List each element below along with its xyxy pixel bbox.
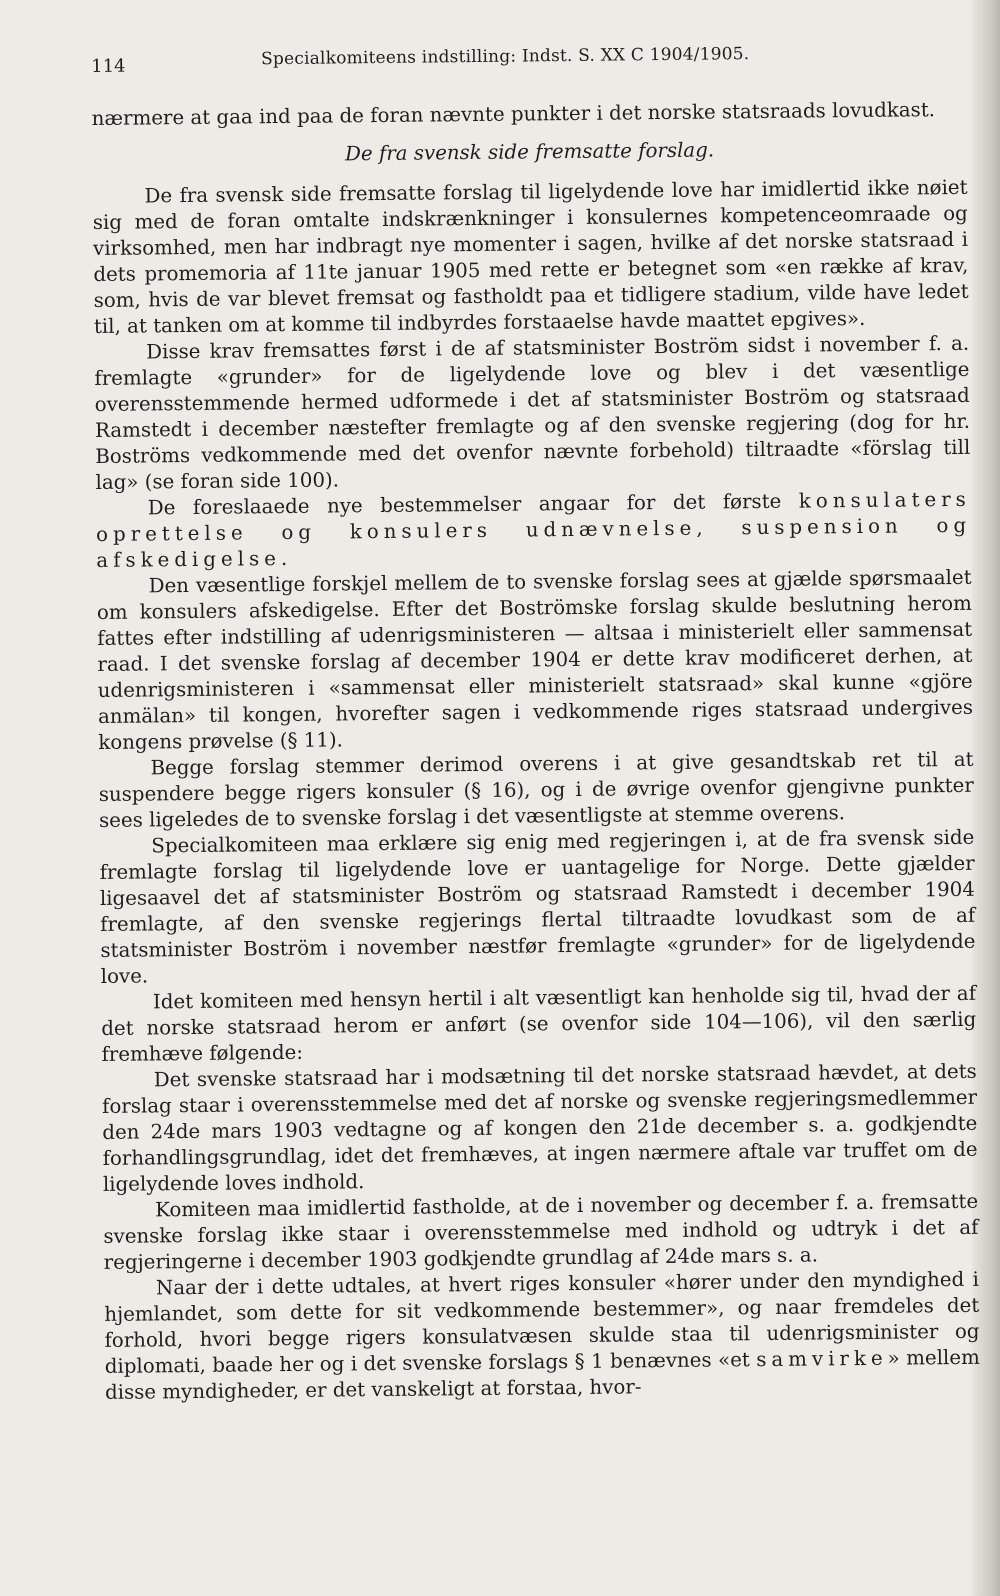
paragraph-3 bbox=[96, 487, 972, 574]
text-block bbox=[91, 39, 980, 1406]
intro-paragraph: nærmere at gaa ind paa de foran nævnte punkter i det norske statsraads lovudkast. bbox=[91, 98, 936, 130]
paragraph-10-end: » mellem disse myndigheder, er det vanskeligt at forstaa, hvor- bbox=[104, 1345, 980, 1404]
paragraph-8: Det svenske statsraad har i modsætning til det norske statsraad hævdet, at dets forslag staar i overensstemmelse med det af norske og svenske regjeringsmedlemmer den 24de mars 1903 vedtagne og af kongen den 21de december s. a. godkjendte forhandlingsgrundlag, idet det fremhæves, at ingen nærmere aftale var truffet om de ligelydende loves indhold. bbox=[101, 1059, 978, 1196]
paragraph-7: Idet komiteen med hensyn hertil i alt væsentligt kan henholde sig til, hvad der af det norske statsraad herom er anført (se ovenfor side 104—106), vil den særlig fremhæve følgende: bbox=[101, 981, 977, 1066]
paragraph-10 bbox=[104, 1267, 980, 1406]
page-number: 114 bbox=[91, 55, 126, 77]
paragraph-6: Specialkomiteen maa erklære sig enig med regjeringen i, at de fra svensk side fremlagte forslag til ligelydende love er uantagelige for Norge. Dette gjælder ligesaavel det af statsminister Boström og statsraad Ramstedt i december 1904 fremlagte, af den svenske regjerings flertal tiltraadte lovudkast som de af statsminister Boström i november næstfør fremlagte «grunder» for de ligelydende love. bbox=[99, 825, 976, 988]
paragraph-2: Disse krav fremsattes først i de af statsminister Boström sidst i november f. a. fremlagte «grunder» for de ligelydende love og blev i det væsentlige overensstemmende hermed udformede i det af statsminister Boström og statsraad Ramstedt i december næstefter fremlagte og af den svenske regjering (dog for hr. Boströms vedkommende med det ovenfor nævnte forbehold) tiltraadte «förslag till lag» (se foran side 100). bbox=[94, 331, 971, 494]
running-title: Specialkomiteens indstilling: Indst. S. XX C 1904/1905. bbox=[261, 44, 750, 70]
paragraph-10-lead: Naar der i dette udtales, at hvert riges konsuler «hører under den myndighed i hjemlandet, som dette for sit vedkommende bestemmer», og naar fremdeles det forhold, hvori begge rigers konsulatvæsen skulde staa til udenrigsminister og diplomati, baade her og i det svenske forslags § 1 benævnes «et bbox=[104, 1267, 980, 1378]
paragraph-3-spaced-emphasis: konsulaters oprettelse og konsulers udnævnelse, suspension og afskedigelse bbox=[95, 487, 972, 572]
paragraph-10-spaced-emphasis: samvirke bbox=[756, 1346, 888, 1372]
paragraph-1: De fra svensk side fremsatte forslag til ligelydende love har imidlertid ikke nøiet sig med de foran omtalte indskrænkninger i konsulernes kompetenceomraade og virksomhed, men har indbragt nye momenter i sagen, hvilke af det norske statsraad i dets promemoria af 11te januar 1905 med rette er betegnet som «en række af krav, som, hvis de var blevet fremsat og fastholdt paa et tidligere stadium, vilde have ledet til, at tanken om at komme til indbyrdes forstaaelse havde maattet epgives». bbox=[92, 175, 969, 338]
paragraph-5: Begge forslag stemmer derimod overens i at give gesandtskab ret til at suspendere begge rigers konsuler (§ 16), og i de øvrige ovenfor gjengivne punkter sees ligeledes de to svenske forslag i det væsentligste at stemme overens. bbox=[98, 747, 974, 832]
section-heading: De fra svensk side fremsatte forslag. bbox=[344, 138, 715, 166]
paragraph-9: Komiteen maa imidlertid fastholde, at de i november og december f. a. fremsatte svenske forslag ikke staar i overensstemmelse med indhold og udtryk i det af regjeringerne i december 1903 godkjendte grundlag af 24de mars s. a. bbox=[103, 1189, 979, 1274]
paragraph-4: Den væsentlige forskjel mellem de to svenske forslag sees at gjælde spørsmaalet om konsulers afskedigelse. Efter det Boströmske forslag skulde beslutning herom fattes efter indstilling af udenrigsministeren — altsaa i ministerielt eller sammensat raad. I det svenske forslag af december 1904 er dette krav modificeret derhen, at udenrigsministeren i «sammensat eller ministerielt statsraad» skal kunne «gjöre anmälan» til kongen, hvorefter sagen i vedkommende riges statsraad undergives kongens prøvelse (§ 11). bbox=[96, 565, 974, 754]
paragraph-3-lead: De foreslaaede nye bestemmelser angaar for det første bbox=[147, 489, 799, 520]
paragraph-3-end: . bbox=[280, 546, 288, 571]
page-header bbox=[91, 39, 966, 78]
